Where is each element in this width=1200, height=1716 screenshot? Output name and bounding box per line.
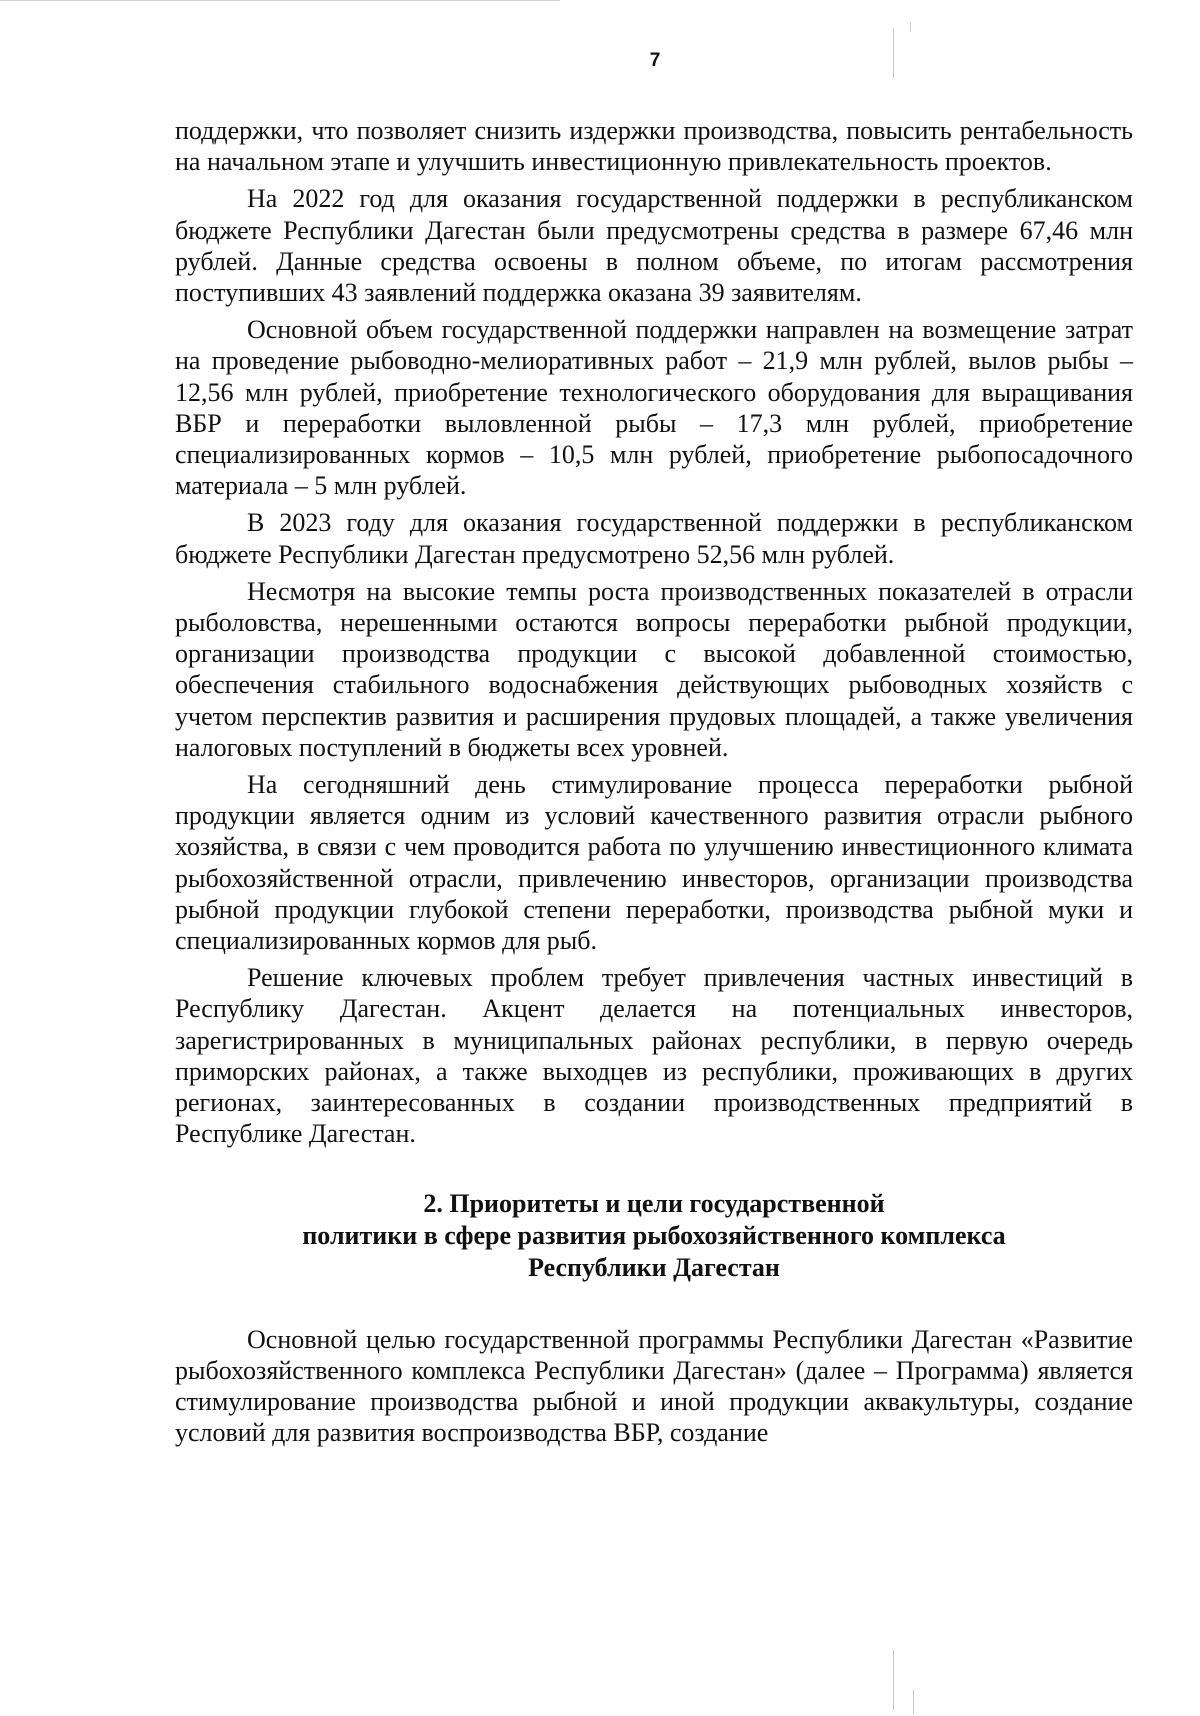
scan-mark xyxy=(893,1650,894,1710)
scan-mark xyxy=(893,28,894,78)
section-heading xyxy=(175,1188,1133,1284)
scan-mark xyxy=(0,0,560,1)
paragraph: В 2023 году для оказания государственной поддержки в республиканском бюджете Республики Дагестан предусмотрено 52,56 млн рублей. xyxy=(175,508,1133,569)
paragraph: Основной целью государственной программы Республики Дагестан «Развитие рыбохозяйственного комплекса Республики Дагестан» (далее – Программа) является стимулирование производства рыбной и иной продукции аквакультуры, создание условий для развития воспроизводства ВБР, создание xyxy=(175,1324,1133,1448)
scan-mark xyxy=(910,22,911,32)
paragraph: поддержки, что позволяет снизить издержки производства, повысить рентабельность на начальном этапе и улучшить инвестиционную привлекательность проектов. xyxy=(175,116,1133,177)
section-heading-line: политики в сфере развития рыбохозяйственного комплекса xyxy=(302,1220,1006,1250)
document-body xyxy=(175,115,1133,1448)
paragraph: На 2022 год для оказания государственной поддержки в республиканском бюджете Республики Дагестан были предусмотрены средства в размере 67,46 млн рублей. Данные средства освоены в полном объеме, по итогам рассмотрения поступивших 43 заявлений поддержка оказана 39 заявителям. xyxy=(175,184,1133,308)
section-heading-line: 2. Приоритеты и цели государственной xyxy=(423,1188,885,1218)
paragraph: Решение ключевых проблем требует привлечения частных инвестиций в Республику Дагестан. Акцент делается на потенциальных инвесторов, зарегистрированных в муниципальных районах республики, в первую очередь приморских районах, а также выходцев из республики, проживающих в других регионах, заинтересованных в создании производственных предприятий в Республике Дагестан. xyxy=(175,963,1133,1149)
paragraph: На сегодняшний день стимулирование процесса переработки рыбной продукции является одним из условий качественного развития отрасли рыбного хозяйства, в связи с чем проводится работа по улучшению инвестиционного климата рыбохозяйственной отрасли, привлечению инвесторов, организации производства рыбной продукции глубокой степени переработки, производства рыбной муки и специализированных кормов для рыб. xyxy=(175,770,1133,956)
scan-mark xyxy=(913,1690,914,1714)
paragraph: Несмотря на высокие темпы роста производственных показателей в отрасли рыболовства, нерешенными остаются вопросы переработки рыбной продукции, организации производства продукции с высокой добавленной стоимостью, обеспечения стабильного водоснабжения действующих рыбоводных хозяйств с учетом перспектив развития и расширения прудовых площадей, а также увеличения налоговых поступлений в бюджеты всех уровней. xyxy=(175,576,1133,762)
section-heading-line: Республики Дагестан xyxy=(528,1252,780,1282)
paragraph: Основной объем государственной поддержки направлен на возмещение затрат на проведение рыбоводно-мелиоративных работ – 21,9 млн рублей, вылов рыбы – 12,56 млн рублей, приобретение технологического оборудования для выращивания ВБР и переработки выловленной рыбы – 17,3 млн рублей, приобретение специализированных кормов – 10,5 млн рублей, приобретение рыбопосадочного материала – 5 млн рублей. xyxy=(175,315,1133,501)
page-number: 7 xyxy=(649,50,661,71)
